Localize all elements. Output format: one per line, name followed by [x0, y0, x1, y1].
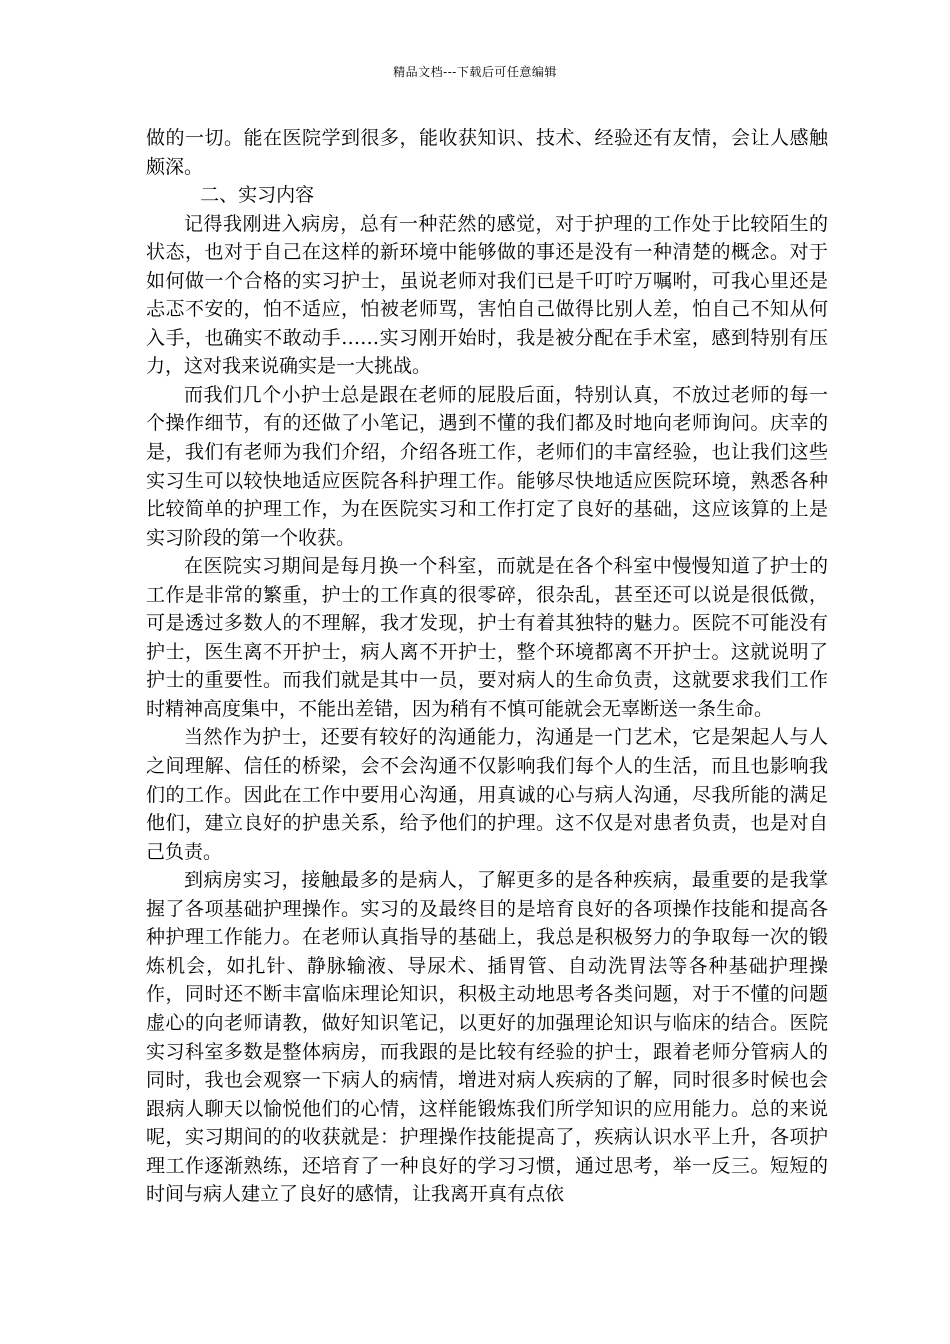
paragraph: 到病房实习，接触最多的是病人，了解更多的是各种疾病，最重要的是我掌握了各项基础护理操作。实习的及最终目的是培育良好的各项操作技能和提高各种护理工作能力。在老师认真指导的基础上，我总是积极努力的争取每一次的锻炼机会，如扎针、静脉输液、导尿术、插胃管、自动洗胃法等各种基础护理操作，同时还不断丰富临床理论知识，积极主动地思考各类问题，对于不懂的问题虚心的向老师请教，做好知识笔记，以更好的加强理论知识与临床的结合。医院实习科室多数是整体病房，而我跟的是比较有经验的护士，跟着老师分管病人的同时，我也会观察一下病人的病情，增进对病人疾病的了解，同时很多时候也会跟病人聊天以愉悦他们的心情，这样能锻炼我们所学知识的应用能力。总的来说呢，实习期间的的收获就是：护理操作技能提高了，疾病认识水平上升，各项护理工作逐渐熟练，还培育了一种良好的学习习惯，通过思考，举一反三。短短的时间与病人建立了良好的感情，让我离开真有点依 [146, 869, 828, 1206]
paragraph: 记得我刚进入病房，总有一种茫然的感觉，对于护理的工作处于比较陌生的状态，也对于自己在这样的新环境中能够做的事还是没有一种清楚的概念。对于如何做一个合格的实习护士，虽说老师对我们已是千叮咛万嘱咐，可我心里还是忐忑不安的，怕不适应，怕被老师骂，害怕自己做得比别人差，怕自己不知从何入手，也确实不敢动手……实习刚开始时，我是被分配在手术室，感到特别有压力，这对我来说确实是一大挑战。 [146, 212, 828, 378]
paragraph: 在医院实习期间是每月换一个科室，而就是在各个科室中慢慢知道了护士的工作是非常的繁重，护士的工作真的很零碎，很杂乱，甚至还可以说是很低微，可是透过多数人的不理解，我才发现，护士有着其独特的魅力。医院不可能没有护士，医生离不开护士，病人离不开护士，整个环境都离不开护士。这就说明了护士的重要性。而我们就是其中一员，要对病人的生命负责，这就要求我们工作时精神高度集中，不能出差错，因为稍有不慎可能就会无辜断送一条生命。 [146, 555, 828, 720]
paragraph: 而我们几个小护士总是跟在老师的屁股后面，特别认真，不放过老师的每一个操作细节，有的还做了小笔记，遇到不懂的我们都及时地向老师询问。庆幸的是，我们有老师为我们介绍，介绍各班工作，老师们的丰富经验，也让我们这些实习生可以较快地适应医院各科护理工作。能够尽快地适应医院环境，熟悉各种比较简单的护理工作，为在医院实习和工作打定了良好的基础，这应该算的上是实习阶段的第一个收获。 [146, 383, 828, 549]
document-body [146, 124, 828, 1209]
paragraph: 当然作为护士，还要有较好的沟通能力，沟通是一门艺术，它是架起人与人之间理解、信任的桥梁，会不会沟通不仅影响我们每个人的生活，而且也影响我们的工作。因此在工作中要用心沟通，用真诚的心与病人沟通，尽我所能的满足他们，建立良好的护患关系，给予他们的护理。这不仅是对患者负责，也是对自己负责。 [146, 726, 828, 863]
paragraph-continuation: 做的一切。能在医院学到很多，能收获知识、技术、经验还有友情，会让人感触颇深。 [146, 127, 828, 178]
page-header: 精品文档---下载后可任意编辑 [393, 65, 557, 79]
section-heading: 二、实习内容 [200, 184, 315, 207]
